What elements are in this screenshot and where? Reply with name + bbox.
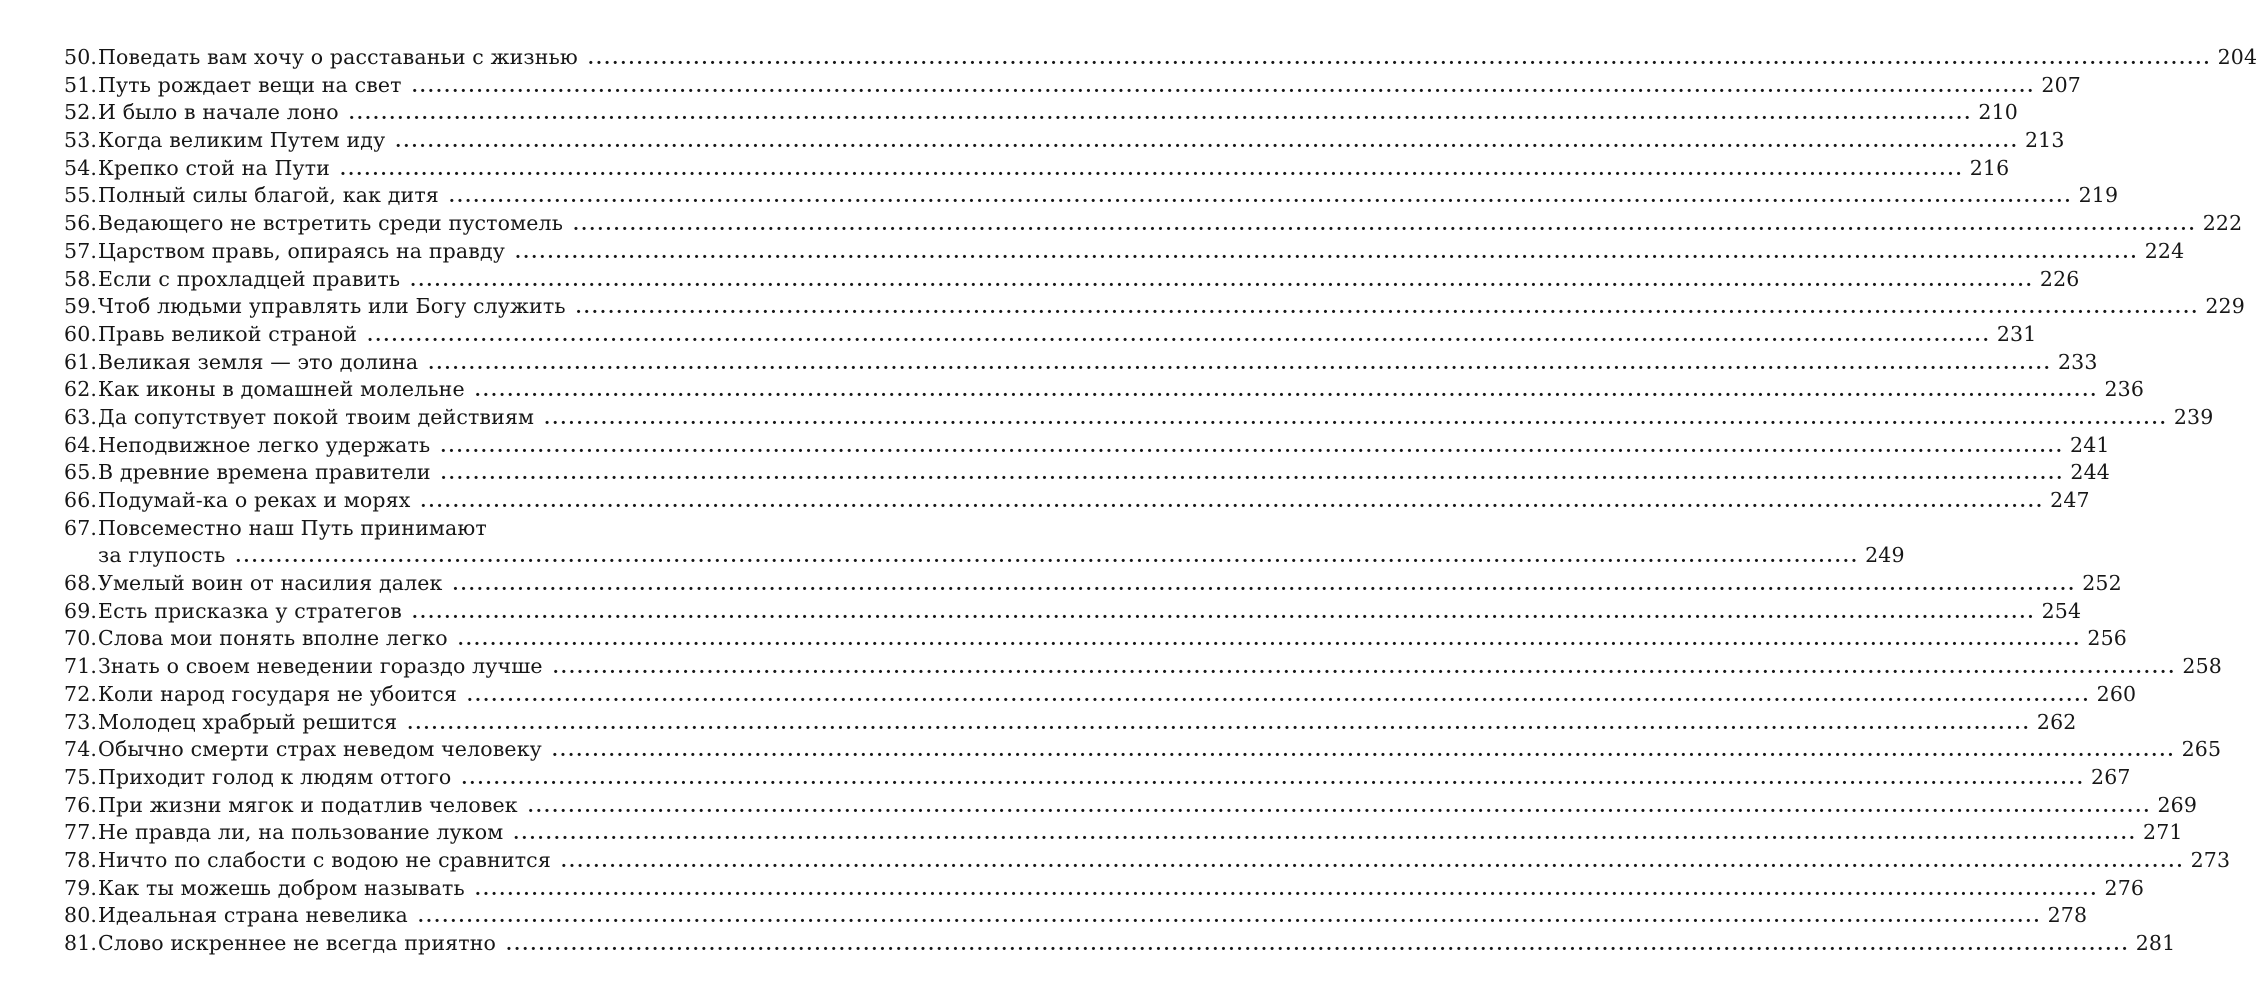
toc-entry-page-number: 267 (2091, 764, 2131, 789)
toc-entry (64, 349, 2098, 377)
toc-entry-page-number: 216 (1969, 155, 2010, 180)
toc-entry (64, 293, 2245, 321)
toc-leader-dots: ........................................................................................................................................................................................................ (367, 325, 1991, 346)
toc-entry-title: Когда великим Путем иду (98, 128, 386, 153)
toc-entry-page-number: 236 (2104, 377, 2145, 402)
toc-entry-page-number: 276 (2104, 875, 2145, 900)
toc-entry-title: Да сопутствует покой твоим действиям (98, 404, 535, 429)
toc-leader-dots: ........................................................................................................................................................................................................ (440, 464, 2065, 485)
toc-entry-number: 53. (64, 128, 98, 153)
toc-entry-title: Есть присказка у стратегов (98, 598, 402, 623)
toc-leader-dots: ........................................................................................................................................................................................................ (474, 879, 2099, 900)
toc-entry (64, 72, 2081, 100)
toc-entry (64, 321, 2037, 349)
toc-entry (64, 459, 2110, 487)
toc-leader-dots: ........................................................................................................................................................................................................ (448, 187, 2073, 208)
toc-entry-number: 64. (64, 432, 98, 457)
toc-entry-title: Правь великой страной (98, 321, 358, 346)
toc-entry (64, 875, 2145, 903)
toc-leader-dots: ........................................................................................................................................................................................................ (348, 104, 1973, 125)
table-of-contents (64, 44, 2257, 958)
toc-leader-dots: ........................................................................................................................................................................................................ (513, 824, 2137, 845)
toc-entry-title: Чтоб людьми управлять или Богу служить (98, 294, 566, 319)
toc-entry (64, 44, 2257, 72)
toc-leader-dots: ........................................................................................................................................................................................................ (466, 685, 2091, 706)
toc-entry-page-number: 260 (2096, 681, 2137, 706)
toc-entry-number: 68. (64, 571, 98, 596)
toc-entry-page-number: 207 (2041, 72, 2081, 97)
toc-entry-number: 54. (64, 155, 98, 180)
toc-entry-page-number: 252 (2082, 571, 2122, 596)
toc-entry-number: 74. (64, 737, 98, 762)
toc-leader-dots: ........................................................................................................................................................................................................ (551, 741, 2176, 762)
toc-entry (64, 819, 2183, 847)
toc-entry-page-number: 265 (2181, 737, 2222, 762)
toc-entry-title: Умелый воин от насилия далек (98, 571, 443, 596)
toc-entry (64, 709, 2077, 737)
toc-entry (64, 515, 684, 543)
toc-leader-dots: ........................................................................................................................................................................................................ (573, 215, 2197, 236)
toc-entry-title: Как ты можешь добром называть (98, 875, 465, 900)
toc-entry (64, 182, 2119, 210)
toc-entry-title: Повсеместно наш Путь принимают (98, 515, 487, 540)
toc-entry-number: 60. (64, 321, 98, 346)
toc-entry-number: 72. (64, 681, 98, 706)
toc-leader-dots: ........................................................................................................................................................................................................ (461, 768, 2086, 789)
toc-leader-dots: ........................................................................................................................................................................................................ (235, 547, 1860, 568)
toc-entry-page-number: 233 (2057, 349, 2098, 374)
toc-entry-number: 50. (64, 45, 98, 69)
toc-entry-title: Полный силы благой, как дитя (98, 183, 439, 208)
toc-entry-page-number: 249 (1865, 543, 1905, 568)
toc-entry-title: Молодец храбрый решится (98, 709, 398, 734)
toc-entry-title: Идеальная страна невелика (98, 903, 408, 928)
toc-leader-dots: ........................................................................................................................................................................................................ (428, 353, 2052, 374)
toc-entry-number: 59. (64, 294, 98, 319)
toc-entry-title: При жизни мягок и податлив человек (98, 792, 518, 817)
toc-leader-dots: ........................................................................................................................................................................................................ (527, 796, 2152, 817)
toc-entry-number: 77. (64, 820, 98, 845)
toc-entry-title: Слова мои понять вполне легко (98, 626, 448, 651)
toc-entry-title: Путь рождает вещи на свет (98, 72, 402, 97)
toc-leader-dots: ........................................................................................................................................................................................................ (457, 630, 2082, 651)
toc-entry-page-number: 278 (2047, 903, 2088, 928)
toc-entry-title: Великая земля — это долина (98, 349, 419, 374)
toc-entry (64, 487, 2090, 515)
toc-entry (64, 404, 2214, 432)
toc-entry-number: 76. (64, 792, 98, 817)
toc-entry-title: Обычно смерти страх неведом человеку (98, 737, 542, 762)
toc-entry-title-continuation: за глупость (98, 543, 226, 568)
toc-entry-number: 73. (64, 709, 98, 734)
toc-leader-dots: ........................................................................................................................................................................................................ (440, 436, 2065, 457)
toc-entry-number: 56. (64, 211, 98, 236)
toc-entry (64, 847, 2231, 875)
toc-entry-title: Царством правь, опираясь на правду (98, 238, 505, 263)
toc-entry-number: 75. (64, 764, 98, 789)
toc-entry-number: 55. (64, 183, 98, 208)
toc-entry-number: 71. (64, 654, 98, 679)
toc-entry-title: Крепко стой на Пути (98, 155, 330, 180)
toc-entry-continuation (64, 542, 1905, 570)
toc-entry-number: 70. (64, 626, 98, 651)
toc-entry (64, 792, 2198, 820)
toc-leader-dots: ........................................................................................................................................................................................................ (544, 408, 2168, 429)
toc-leader-dots: ........................................................................................................................................................................................................ (340, 159, 1964, 180)
toc-entry (64, 653, 2222, 681)
toc-entry-page-number: 244 (2070, 460, 2110, 485)
toc-entry-number: 69. (64, 598, 98, 623)
toc-leader-dots: ........................................................................................................................................................................................................ (575, 298, 2200, 319)
toc-leader-dots: ........................................................................................................................................................................................................ (587, 49, 2212, 69)
toc-entry-number: 79. (64, 875, 98, 900)
toc-entry-title: Неподвижное легко удержать (98, 432, 431, 457)
toc-entry-page-number: 247 (2050, 488, 2090, 512)
toc-leader-dots: ........................................................................................................................................................................................................ (410, 270, 2034, 291)
toc-leader-dots: ........................................................................................................................................................................................................ (420, 492, 2045, 512)
toc-entry-number: 67. (64, 515, 98, 540)
toc-entry (64, 238, 2185, 266)
toc-entry-page-number: 210 (1978, 100, 2018, 125)
toc-entry-number: 66. (64, 488, 98, 512)
toc-entry-page-number: 269 (2157, 792, 2198, 817)
toc-entry-title: Приходит голод к людям оттого (98, 764, 452, 789)
toc-leader-dots: ........................................................................................................................................................................................................ (452, 575, 2077, 596)
toc-leader-dots: ........................................................................................................................................................................................................ (474, 381, 2099, 402)
toc-entry (64, 598, 2082, 626)
toc-entry-title: Слово искреннее не всегда приятно (98, 931, 497, 955)
toc-entry-title: Если с прохладцей править (98, 266, 401, 291)
toc-entry-number: 65. (64, 460, 98, 485)
toc-entry-number: 57. (64, 238, 98, 263)
toc-entry-title: Поведать вам хочу о расставаньи с жизнью (98, 45, 578, 69)
toc-entry-page-number: 229 (2205, 294, 2245, 319)
toc-leader-dots: ........................................................................................................................................................................................................ (552, 658, 2177, 679)
toc-entry (64, 155, 2010, 183)
toc-entry-page-number: 213 (2024, 128, 2065, 153)
toc-leader-dots: ........................................................................................................................................................................................................ (417, 907, 2042, 928)
toc-entry (64, 736, 2222, 764)
toc-entry-page-number: 254 (2041, 598, 2082, 623)
toc-entry (64, 902, 2088, 930)
toc-entry-number: 63. (64, 404, 98, 429)
toc-entry (64, 432, 2110, 460)
toc-entry-page-number: 231 (1996, 321, 2037, 346)
toc-entry-title: Знать о своем неведении гораздо лучше (98, 654, 543, 679)
toc-entry-page-number: 204 (2217, 45, 2257, 69)
toc-entry-number: 52. (64, 100, 98, 125)
toc-entry (64, 625, 2127, 653)
toc-entry-number: 51. (64, 72, 98, 97)
toc-entry (64, 764, 2131, 792)
toc-entry-title: Ведающего не встретить среди пустомель (98, 211, 564, 236)
toc-entry-title: Коли народ государя не убоится (98, 681, 457, 706)
toc-entry (64, 210, 2243, 238)
toc-entry-title: Подумай-ка о реках и морях (98, 488, 411, 512)
toc-entry-title: Как иконы в домашней молельне (98, 377, 465, 402)
toc-entry-page-number: 281 (2135, 931, 2176, 955)
toc-entry-number: 78. (64, 847, 98, 872)
toc-entry-title: И было в начале лоно (98, 100, 339, 125)
toc-entry-title: В древние времена правители (98, 460, 431, 485)
toc-entry-page-number: 273 (2190, 847, 2231, 872)
toc-entry-number: 81. (64, 931, 98, 955)
toc-entry (64, 570, 2122, 598)
toc-entry-page-number: 256 (2087, 626, 2127, 651)
toc-entry-page-number: 262 (2036, 709, 2077, 734)
toc-entry-number: 58. (64, 266, 98, 291)
toc-entry-page-number: 222 (2202, 211, 2243, 236)
toc-leader-dots: ........................................................................................................................................................................................................ (411, 76, 2036, 97)
toc-entry (64, 930, 2176, 958)
toc-leader-dots: ........................................................................................................................................................................................................ (411, 602, 2036, 623)
toc-entry-page-number: 271 (2143, 820, 2183, 845)
toc-entry (64, 99, 2018, 127)
toc-leader-dots: ........................................................................................................................................................................................................ (560, 851, 2185, 872)
toc-entry (64, 266, 2080, 294)
toc-entry (64, 127, 2065, 155)
toc-entry-title: Не правда ли, на пользование луком (98, 820, 504, 845)
toc-leader-dots: ........................................................................................................................................................................................................ (506, 935, 2130, 955)
toc-entry (64, 376, 2145, 404)
toc-entry-page-number: 219 (2078, 183, 2119, 208)
toc-entry-number: 61. (64, 349, 98, 374)
toc-entry-page-number: 239 (2173, 404, 2214, 429)
toc-leader-dots: ........................................................................................................................................................................................................ (514, 242, 2139, 263)
toc-entry-title: Ничто по слабости с водою не сравнится (98, 847, 551, 872)
toc-leader-dots: ........................................................................................................................................................................................................ (407, 713, 2031, 734)
toc-entry-page-number: 226 (2039, 266, 2080, 291)
toc-entry (64, 681, 2137, 709)
toc-entry-number: 62. (64, 377, 98, 402)
toc-entry-page-number: 241 (2070, 432, 2110, 457)
toc-entry-number: 80. (64, 903, 98, 928)
toc-entry-page-number: 258 (2182, 654, 2222, 679)
toc-entry-page-number: 224 (2144, 238, 2185, 263)
toc-leader-dots: ........................................................................................................................................................................................................ (395, 132, 2019, 153)
